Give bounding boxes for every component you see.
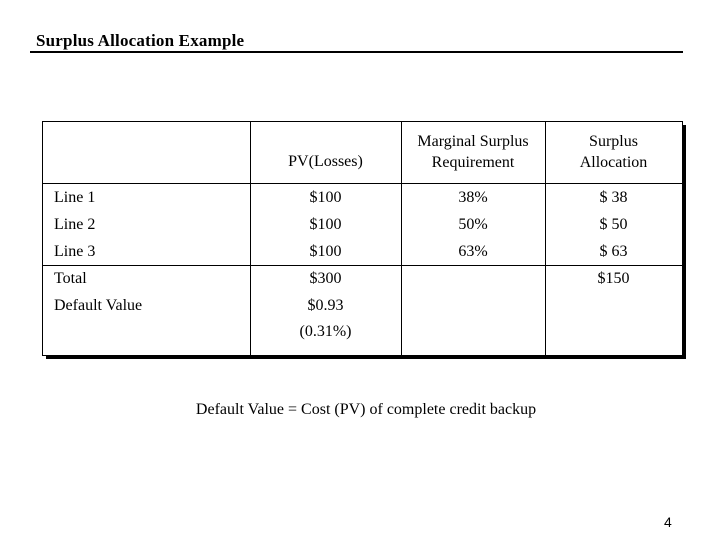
- header-marginal-surplus-line1: Marginal Surplus: [417, 133, 529, 150]
- header-divider: [43, 183, 682, 184]
- row-label-default-value: Default Value: [54, 297, 143, 314]
- total-divider: [43, 265, 682, 266]
- cell-allocation-line1: $ 38: [599, 189, 628, 206]
- cell-pv-default-percent: (0.31%): [299, 323, 352, 340]
- allocation-table: [42, 121, 683, 356]
- row-label-total: Total: [54, 270, 87, 287]
- page-number: 4: [664, 514, 672, 530]
- cell-pv-line2: $100: [309, 216, 342, 233]
- cell-pv-line1: $100: [309, 189, 342, 206]
- header-marginal-surplus-line2: Requirement: [431, 154, 515, 171]
- header-surplus-allocation-line1: Surplus: [589, 133, 638, 150]
- cell-marginal-line1: 38%: [458, 189, 488, 206]
- row-label-line3: Line 3: [54, 243, 96, 260]
- title-underline: [30, 51, 683, 53]
- slide-title: Surplus Allocation Example: [36, 31, 245, 50]
- cell-marginal-line3: 63%: [458, 243, 488, 260]
- row-label-line2: Line 2: [54, 216, 96, 233]
- header-pv-losses: PV(Losses): [288, 153, 363, 170]
- footnote: Default Value = Cost (PV) of complete credit backup: [195, 401, 537, 418]
- cell-allocation-total: $150: [597, 270, 630, 287]
- cell-marginal-line2: 50%: [458, 216, 488, 233]
- cell-allocation-line2: $ 50: [599, 216, 628, 233]
- header-surplus-allocation-line2: Allocation: [579, 154, 648, 171]
- cell-pv-total: $300: [309, 270, 342, 287]
- cell-allocation-line3: $ 63: [599, 243, 628, 260]
- cell-pv-default-value: $0.93: [307, 297, 344, 314]
- row-label-line1: Line 1: [54, 189, 96, 206]
- cell-pv-line3: $100: [309, 243, 342, 260]
